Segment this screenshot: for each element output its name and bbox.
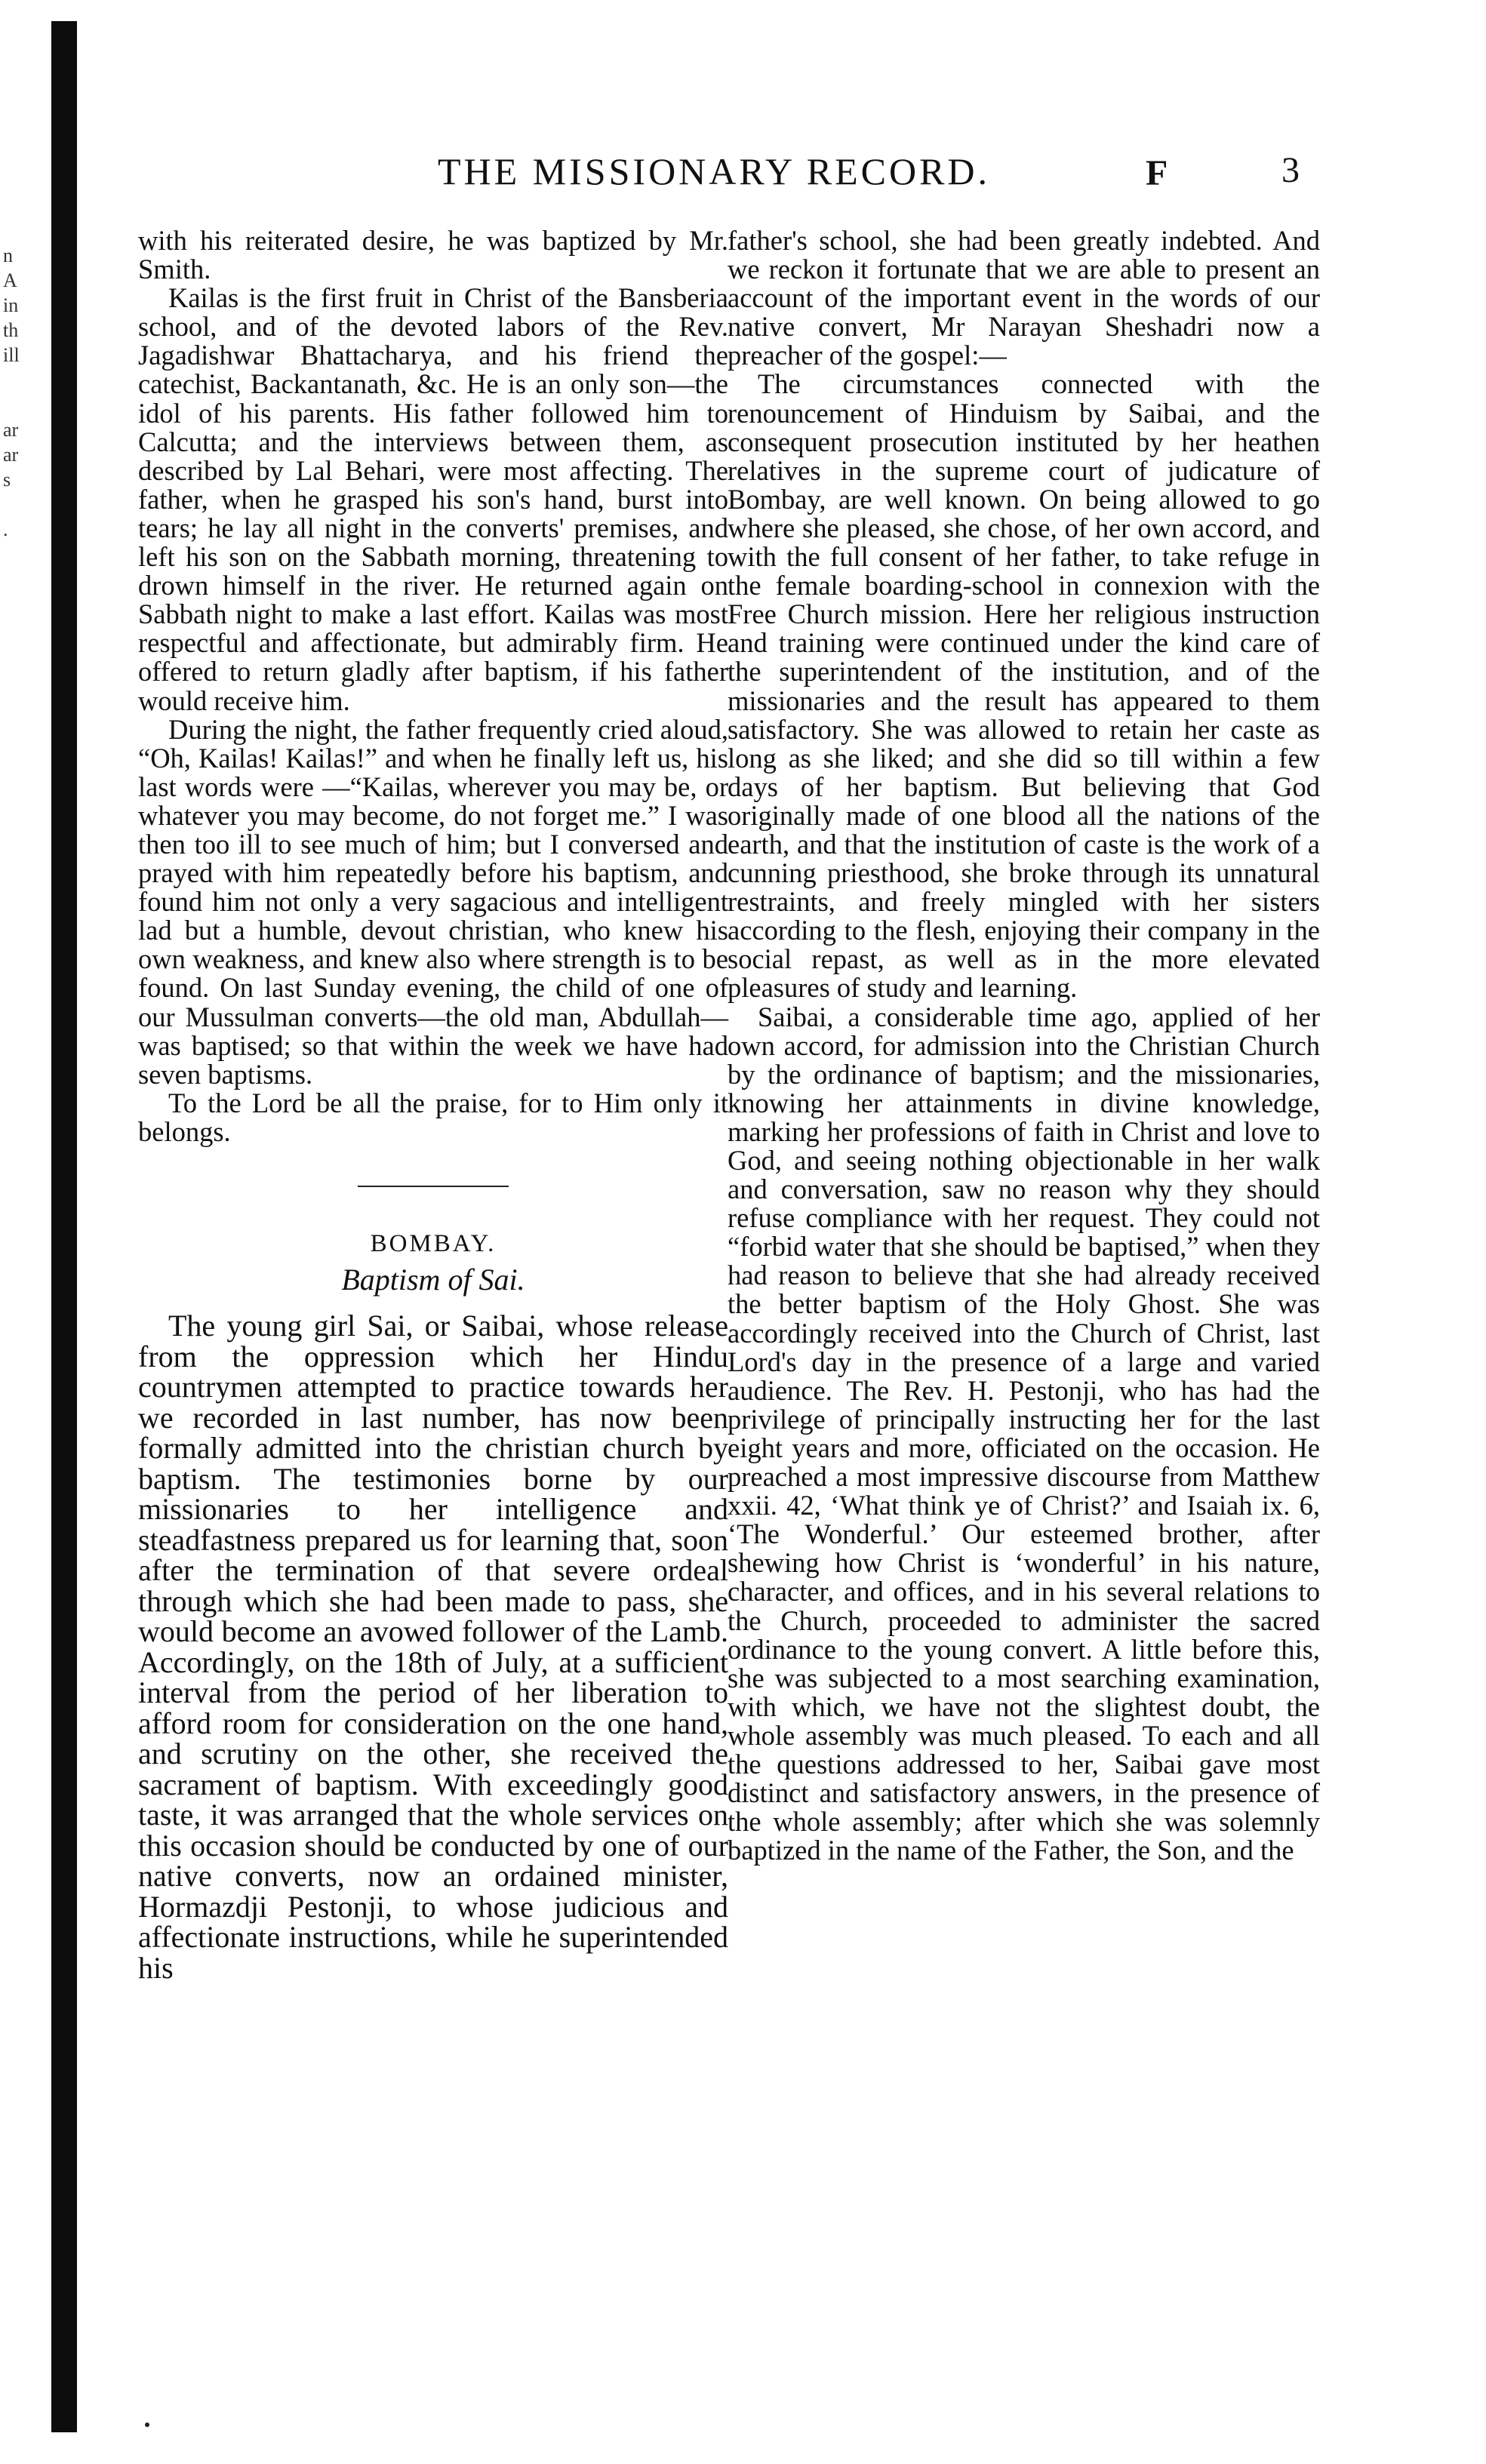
- margin-fragment: [3, 492, 33, 517]
- section-heading: BOMBAY.: [370, 1230, 497, 1257]
- paragraph: Saibai, a considerable time ago, applied of her own accord, for admission into the Christian Church by the ordinance of baptism; and the missionaries, knowing her attainments in divine knowledge, marking her professions of faith in Christ and love to God, and seeing nothing objectionable in her walk and conversation, saw no reason why they should refuse compliance with her request. They could not “forbid water that she should be baptised,” when they had reason to believe that she had already received the better baptism of the Holy Ghost. She was accordingly received into the Church of Christ, last Lord's day in the presence of a large and varied audience. The Rev. H. Pestonji, who has had the privilege of principally instructing her for the last eight years and more, officiated on the occasion. He preached a most impressive discourse from Matthew xxii. 42, ‘What think ye of Christ?’ and Isaiah ix. 6, ‘The Wonderful.’ Our esteemed brother, after shewing how Christ is ‘wonderful’ in his nature, character, and offices, and in his several relations to the Church, proceeded to administer the sacred ordinance to the young convert. A little before this, she was subjected to a most searching examination, with which, we have not the slightest doubt, the whole assembly was much pleased. To each and all the questions addressed to her, Saibai gave most distinct and satisfactory answers, in the presence of the whole assembly; after which she was solemnly baptized in the name of the Father, the Son, and the: [728, 1001, 1320, 1866]
- margin-fragments: [3, 243, 33, 542]
- paragraph: father's school, she had been greatly indebted. And we reckon it fortunate that we are able to present an account of the important event in the words of our native convert, Mr Narayan Sheshadri now a preacher of the gospel:—: [728, 225, 1320, 371]
- section-subheading: Baptism of Sai.: [341, 1263, 525, 1297]
- ink-speck: [145, 2422, 149, 2427]
- page-number: 3: [1281, 150, 1300, 190]
- margin-fragment: [3, 392, 33, 417]
- paragraph: Kailas is the first fruit in Christ of the Bansberia school, and of the devoted labors of the Rev. Jagadishwar Bhattacharya, and his friend the catechist, Backantanath, &c. He is an only son—the idol of his parents. His father followed him to Calcutta; and the interviews between them, as described by Lal Behari, were most affecting. The father, when he grasped his son's hand, burst into tears; he lay all night in the converts' premises, and left his son on the Sabbath morning, threatening to drown himself in the river. He returned again on Sabbath night to make a last effort. Kailas was most respectful and affectionate, but admirably firm. He offered to return gladly after baptism, if his father would receive him.: [138, 282, 728, 716]
- margin-fragment: s: [3, 469, 11, 491]
- paragraph: The circumstances connected with the renouncement of Hinduism by Saibai, and the consequent prosecution instituted by her heathen relatives in the supreme court of judicature of Bombay, are well known. On being allowed to go where she pleased, she chose, of her own accord, and with the full consent of her father, to take refuge in the female boarding-school in connexion with the Free Church mission. Here her religious instruction and training were continued under the kind care of the superintendent of the institution, and of the missionaries and the result has appeared to them satisfactory. She was allowed to retain her caste as long as she liked; and she did so till within a few days of her baptism. But believing that God originally made of one blood all the nations of the earth, and that the institution of caste is the work of a cunning priesthood, she broke through its unnatural restraints, and freely mingled with her sisters according to the flesh, enjoying their company in the social repast, as well as in the more elevated pleasures of study and learning.: [728, 368, 1320, 1004]
- binding-edge: [51, 21, 77, 2432]
- paragraph: The young girl Sai, or Saibai, whose release from the oppression which her Hindu countrymen attempted to practice towards her we recorded in last number, has now been formally admitted into the christian church by baptism. The testimonies borne by our missionaries to her intelligence and steadfastness prepared us for learning that, soon after the termination of that severe ordeal through which she had been made to pass, she would become an avowed follower of the Lamb. Accordingly, on the 18th of July, at a sufficient interval from the period of her liberation to afford room for consideration on the one hand, and scrutiny on the other, she received the sacrament of baptism. With exceedingly good taste, it was arranged that the whole services on this occasion should be conducted by one of our native converts, now an ordained minister, Hormazdji Pestonji, to whose judicious and affectionate instructions, while he superintended his: [138, 1309, 728, 1985]
- margin-fragment: ar: [3, 444, 19, 466]
- section-divider: [358, 1186, 509, 1187]
- paragraph: with his reiterated desire, he was baptized by Mr. Smith.: [138, 225, 728, 285]
- left-column: [138, 226, 728, 1983]
- paragraph: To the Lord be all the praise, for to Him only it belongs.: [138, 1087, 728, 1147]
- margin-fragment: ill: [3, 344, 20, 366]
- margin-fragment: in: [3, 294, 19, 316]
- margin-fragment: .: [3, 518, 8, 540]
- margin-fragment: n: [3, 245, 13, 266]
- edge-mark: F: [1146, 153, 1168, 193]
- margin-fragment: [3, 368, 33, 392]
- paragraph: During the night, the father frequently cried aloud, “Oh, Kailas! Kailas!” and when he finally left us, his last words were —“Kailas, wherever you may be, or whatever you may become, do not forget me.” I was then too ill to see much of him; but I conversed and prayed with him repeatedly before his baptism, and found him not only a very sagacious and intelligent lad but a humble, devout christian, who knew his own weakness, and knew also where strength is to be found. On last Sunday evening, the child of one of our Mussulman converts—the old man, Abdullah—was baptised; so that within the week we have had seven baptisms.: [138, 713, 728, 1090]
- right-column: [728, 226, 1320, 1865]
- running-title: THE MISSIONARY RECORD.: [438, 150, 991, 192]
- margin-fragment: th: [3, 319, 19, 341]
- page-header: [438, 149, 1343, 202]
- margin-fragment: A: [3, 269, 17, 291]
- margin-fragment: ar: [3, 419, 19, 441]
